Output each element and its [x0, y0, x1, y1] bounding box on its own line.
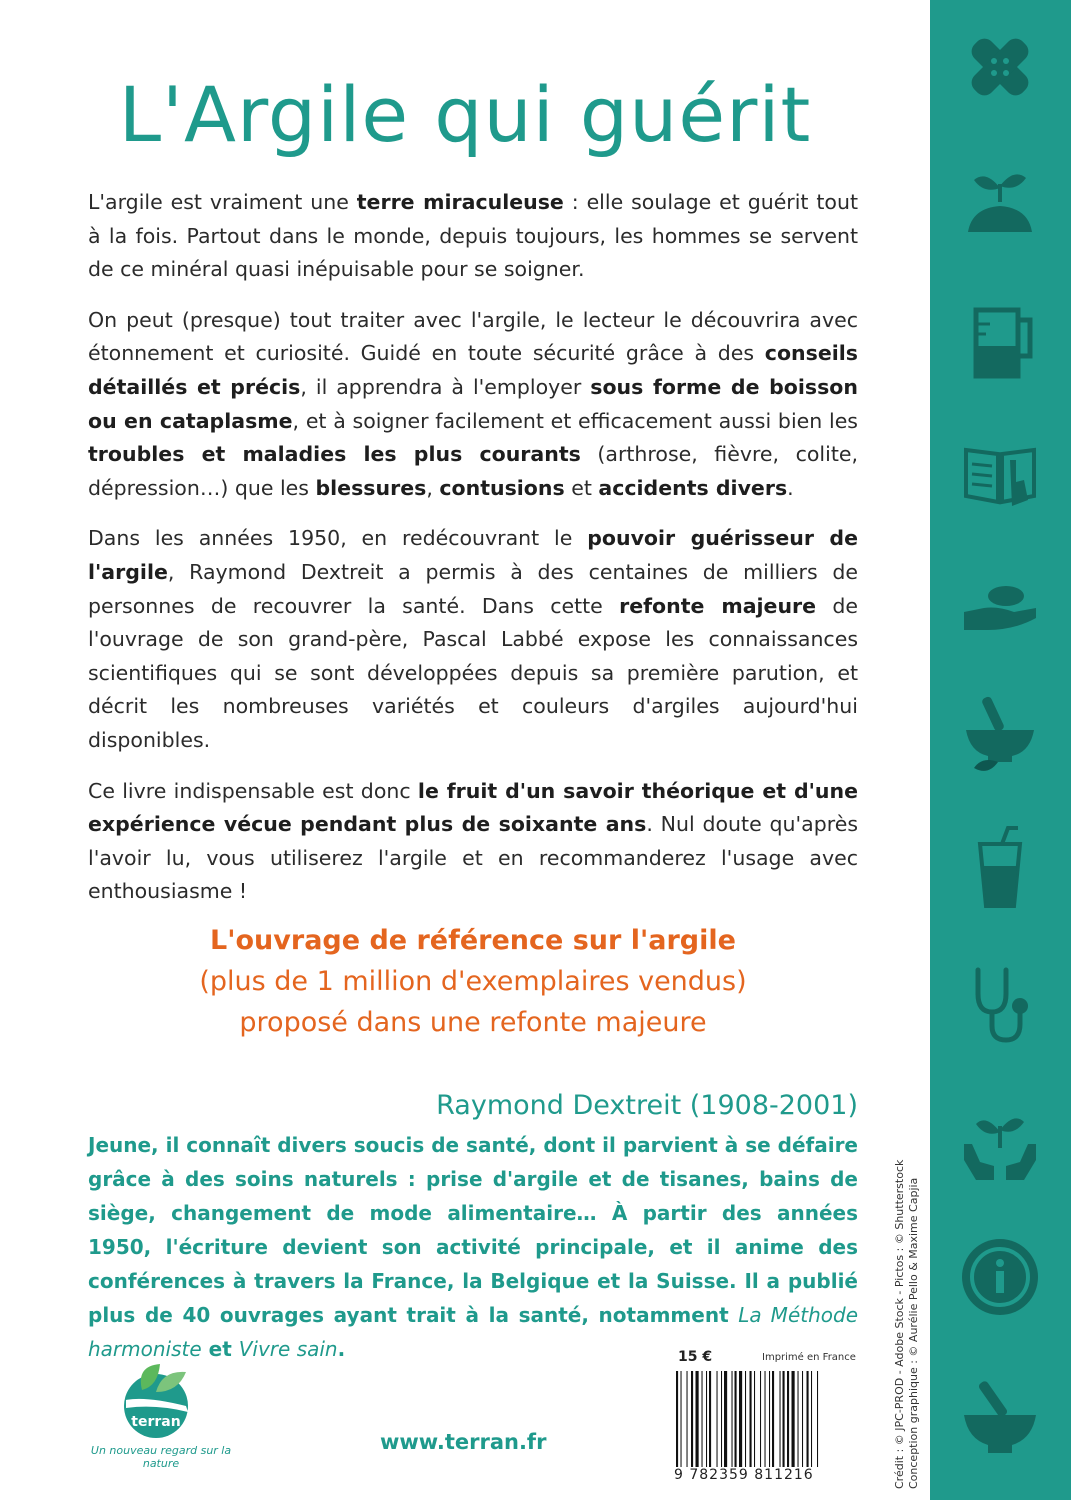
- barcode-bar: [691, 1371, 693, 1467]
- text: , et à soigner facilement et efficacement aussi bien les: [292, 408, 858, 433]
- barcode-block: [674, 1349, 860, 1489]
- text: Ce livre indispensable est donc: [88, 778, 418, 803]
- barcode-bar: [817, 1371, 818, 1467]
- barcode-bar: [702, 1371, 703, 1467]
- text: Dans les années 1950, en redécouvrant le: [88, 526, 588, 551]
- book-title-italic: La Méthode harmoniste: [88, 1303, 858, 1361]
- barcode-bar: [681, 1371, 682, 1467]
- mortar-pestle-icon: [958, 1375, 1042, 1459]
- text: . Nul doute qu'après l'avoir lu, vous utiliserez l'argile et en recommanderez l'usage avec enthousiasme !: [88, 812, 858, 904]
- price: 15 €: [678, 1349, 713, 1365]
- bold-text: contusions: [439, 475, 565, 500]
- credits: [887, 1159, 927, 1495]
- barcode-bar: [772, 1371, 774, 1467]
- text: ,: [426, 475, 440, 500]
- text: , Raymond Dextreit a permis à des centaines de milliers de personnes de recouvrer la santé. Dans cette: [88, 559, 858, 618]
- barcode-bar: [724, 1371, 727, 1467]
- tagline-line-3: proposé dans une refonte majeure: [239, 1007, 707, 1038]
- author-name: Raymond Dextreit (1908-2001): [436, 1090, 858, 1121]
- barcode-bar: [750, 1371, 752, 1467]
- text: : elle soulage et guérit tout à la fois. Partout dans le monde, depuis toujours, les hommes se servent de ce minéral quasi inépuisable pour se soigner.: [88, 190, 858, 282]
- barcode-bar: [696, 1371, 699, 1467]
- bold-text: sous forme de boisson ou en cataplasme: [88, 374, 858, 433]
- text: .: [787, 475, 794, 500]
- barcode-bar: [802, 1371, 803, 1467]
- credits-text: [893, 1159, 921, 1489]
- barcode-bar: [811, 1371, 812, 1467]
- paragraph-3: [88, 522, 858, 757]
- measuring-jug-icon: [958, 300, 1042, 384]
- bold-text: refonte majeure: [619, 593, 817, 618]
- glass-with-straw-icon: [958, 826, 1042, 910]
- credits-line-2: Conception graphique : © Aurélie Pello & Maxime Capjia: [907, 1177, 920, 1489]
- barcode-bar: [717, 1371, 718, 1467]
- hand-with-clay-icon: [958, 560, 1042, 644]
- publisher-slogan: Un nouveau regard sur la nature: [90, 1444, 232, 1470]
- bold-text: accidents divers: [598, 475, 788, 500]
- website-link[interactable]: www.terran.fr: [380, 1430, 547, 1454]
- publisher-logo: [86, 1360, 236, 1470]
- barcode-bar: [732, 1371, 733, 1467]
- text: , il apprendra à l'employer: [300, 374, 591, 399]
- barcode-bar: [769, 1371, 770, 1467]
- barcode-bar: [745, 1371, 746, 1467]
- text: L'argile est vraiment une: [88, 190, 357, 214]
- stethoscope-icon: [958, 962, 1042, 1046]
- text: (arthrose, fièvre, colite, dépression…) que les: [88, 442, 858, 500]
- paragraph-1: [88, 186, 858, 287]
- barcode-bar: [780, 1371, 781, 1467]
- icon-sidebar: [930, 0, 1071, 1500]
- bold-text: terre miraculeuse: [356, 190, 564, 214]
- text: Jeune, il connaît divers soucis de santé, dont il parvient à se défaire grâce à des soins naturels : prise d'argile et de tisanes, bains de siège, changement de mode alimentaire… À partir des années 1950, l'écriture devient son activité principale, et il anime des conférences à travers la France, la Belgique et la Suisse. Il a publié plus de 40 ouvrages ayant trait à la santé, notamment: [88, 1133, 858, 1327]
- barcode: [674, 1371, 860, 1467]
- paragraph-4: [88, 775, 858, 909]
- book-hand-icon: [958, 430, 1042, 514]
- bold-text: le fruit d'un savoir théorique et d'une expérience vécue pendant plus de soixante ans: [88, 778, 858, 837]
- plant-in-soil-icon: [958, 160, 1042, 244]
- barcode-bar: [807, 1371, 809, 1467]
- barcode-bar: [754, 1371, 755, 1467]
- logo-wordmark: terran: [131, 1414, 181, 1430]
- text: .: [337, 1337, 346, 1361]
- tagline-line-2: (plus de 1 million d'exemplaires vendus): [199, 966, 747, 997]
- isbn-digits: 9 782359 811216: [674, 1467, 814, 1483]
- barcode-bar: [787, 1371, 789, 1467]
- barcode-bar: [760, 1371, 761, 1467]
- bandage-icon: [958, 25, 1042, 109]
- hands-plant-icon: [958, 1100, 1042, 1184]
- mortar-leaf-icon: [958, 690, 1042, 774]
- bold-text: blessures: [315, 475, 427, 500]
- tagline-line-1: L'ouvrage de référence sur l'argile: [210, 925, 736, 956]
- text: et: [564, 475, 599, 500]
- bold-text: pouvoir guérisseur de l'argile: [88, 526, 859, 584]
- text: et: [201, 1337, 239, 1361]
- book-title: L'Argile qui guérit: [118, 70, 812, 159]
- bold-text: conseils détaillés et précis: [88, 341, 858, 399]
- barcode-bar: [792, 1371, 795, 1467]
- barcode-bar: [709, 1371, 711, 1467]
- barcode-bar: [676, 1371, 678, 1467]
- printed-in: Imprimé en France: [762, 1352, 856, 1363]
- barcode-bar: [721, 1371, 722, 1467]
- bold-text: troubles et maladies les plus courants: [88, 442, 581, 467]
- book-title-italic: Vivre sain: [238, 1337, 338, 1361]
- text: de l'ouvrage de son grand-père, Pascal Labbé expose les connaissances scientifiques qui se sont développées depuis sa première parution, et décrit les nombreuses variétés et couleurs d'argiles aujourd'hui disponibles.: [88, 593, 858, 752]
- credits-line-1: Crédit : © JPC-PROD - Adobe Stock - Pictos : © Shutterstock: [893, 1159, 906, 1489]
- info-circle-icon: [958, 1235, 1042, 1319]
- barcode-bar: [798, 1371, 799, 1467]
- paragraph-2: [88, 304, 858, 506]
- barcode-bar: [706, 1371, 707, 1467]
- author-bio: [88, 1128, 858, 1366]
- leaf-logo-icon: [116, 1360, 196, 1440]
- barcode-bar: [687, 1371, 688, 1467]
- barcode-bar: [765, 1371, 766, 1467]
- tagline: [88, 920, 858, 1043]
- description: [88, 186, 858, 926]
- barcode-bar: [735, 1371, 737, 1467]
- barcode-bar: [739, 1371, 742, 1467]
- barcode-bar: [783, 1371, 785, 1467]
- text: On peut (presque) tout traiter avec l'argile, le lecteur le découvrira avec étonnement et curiosité. Guidé en toute sécurité grâce à des: [88, 307, 858, 366]
